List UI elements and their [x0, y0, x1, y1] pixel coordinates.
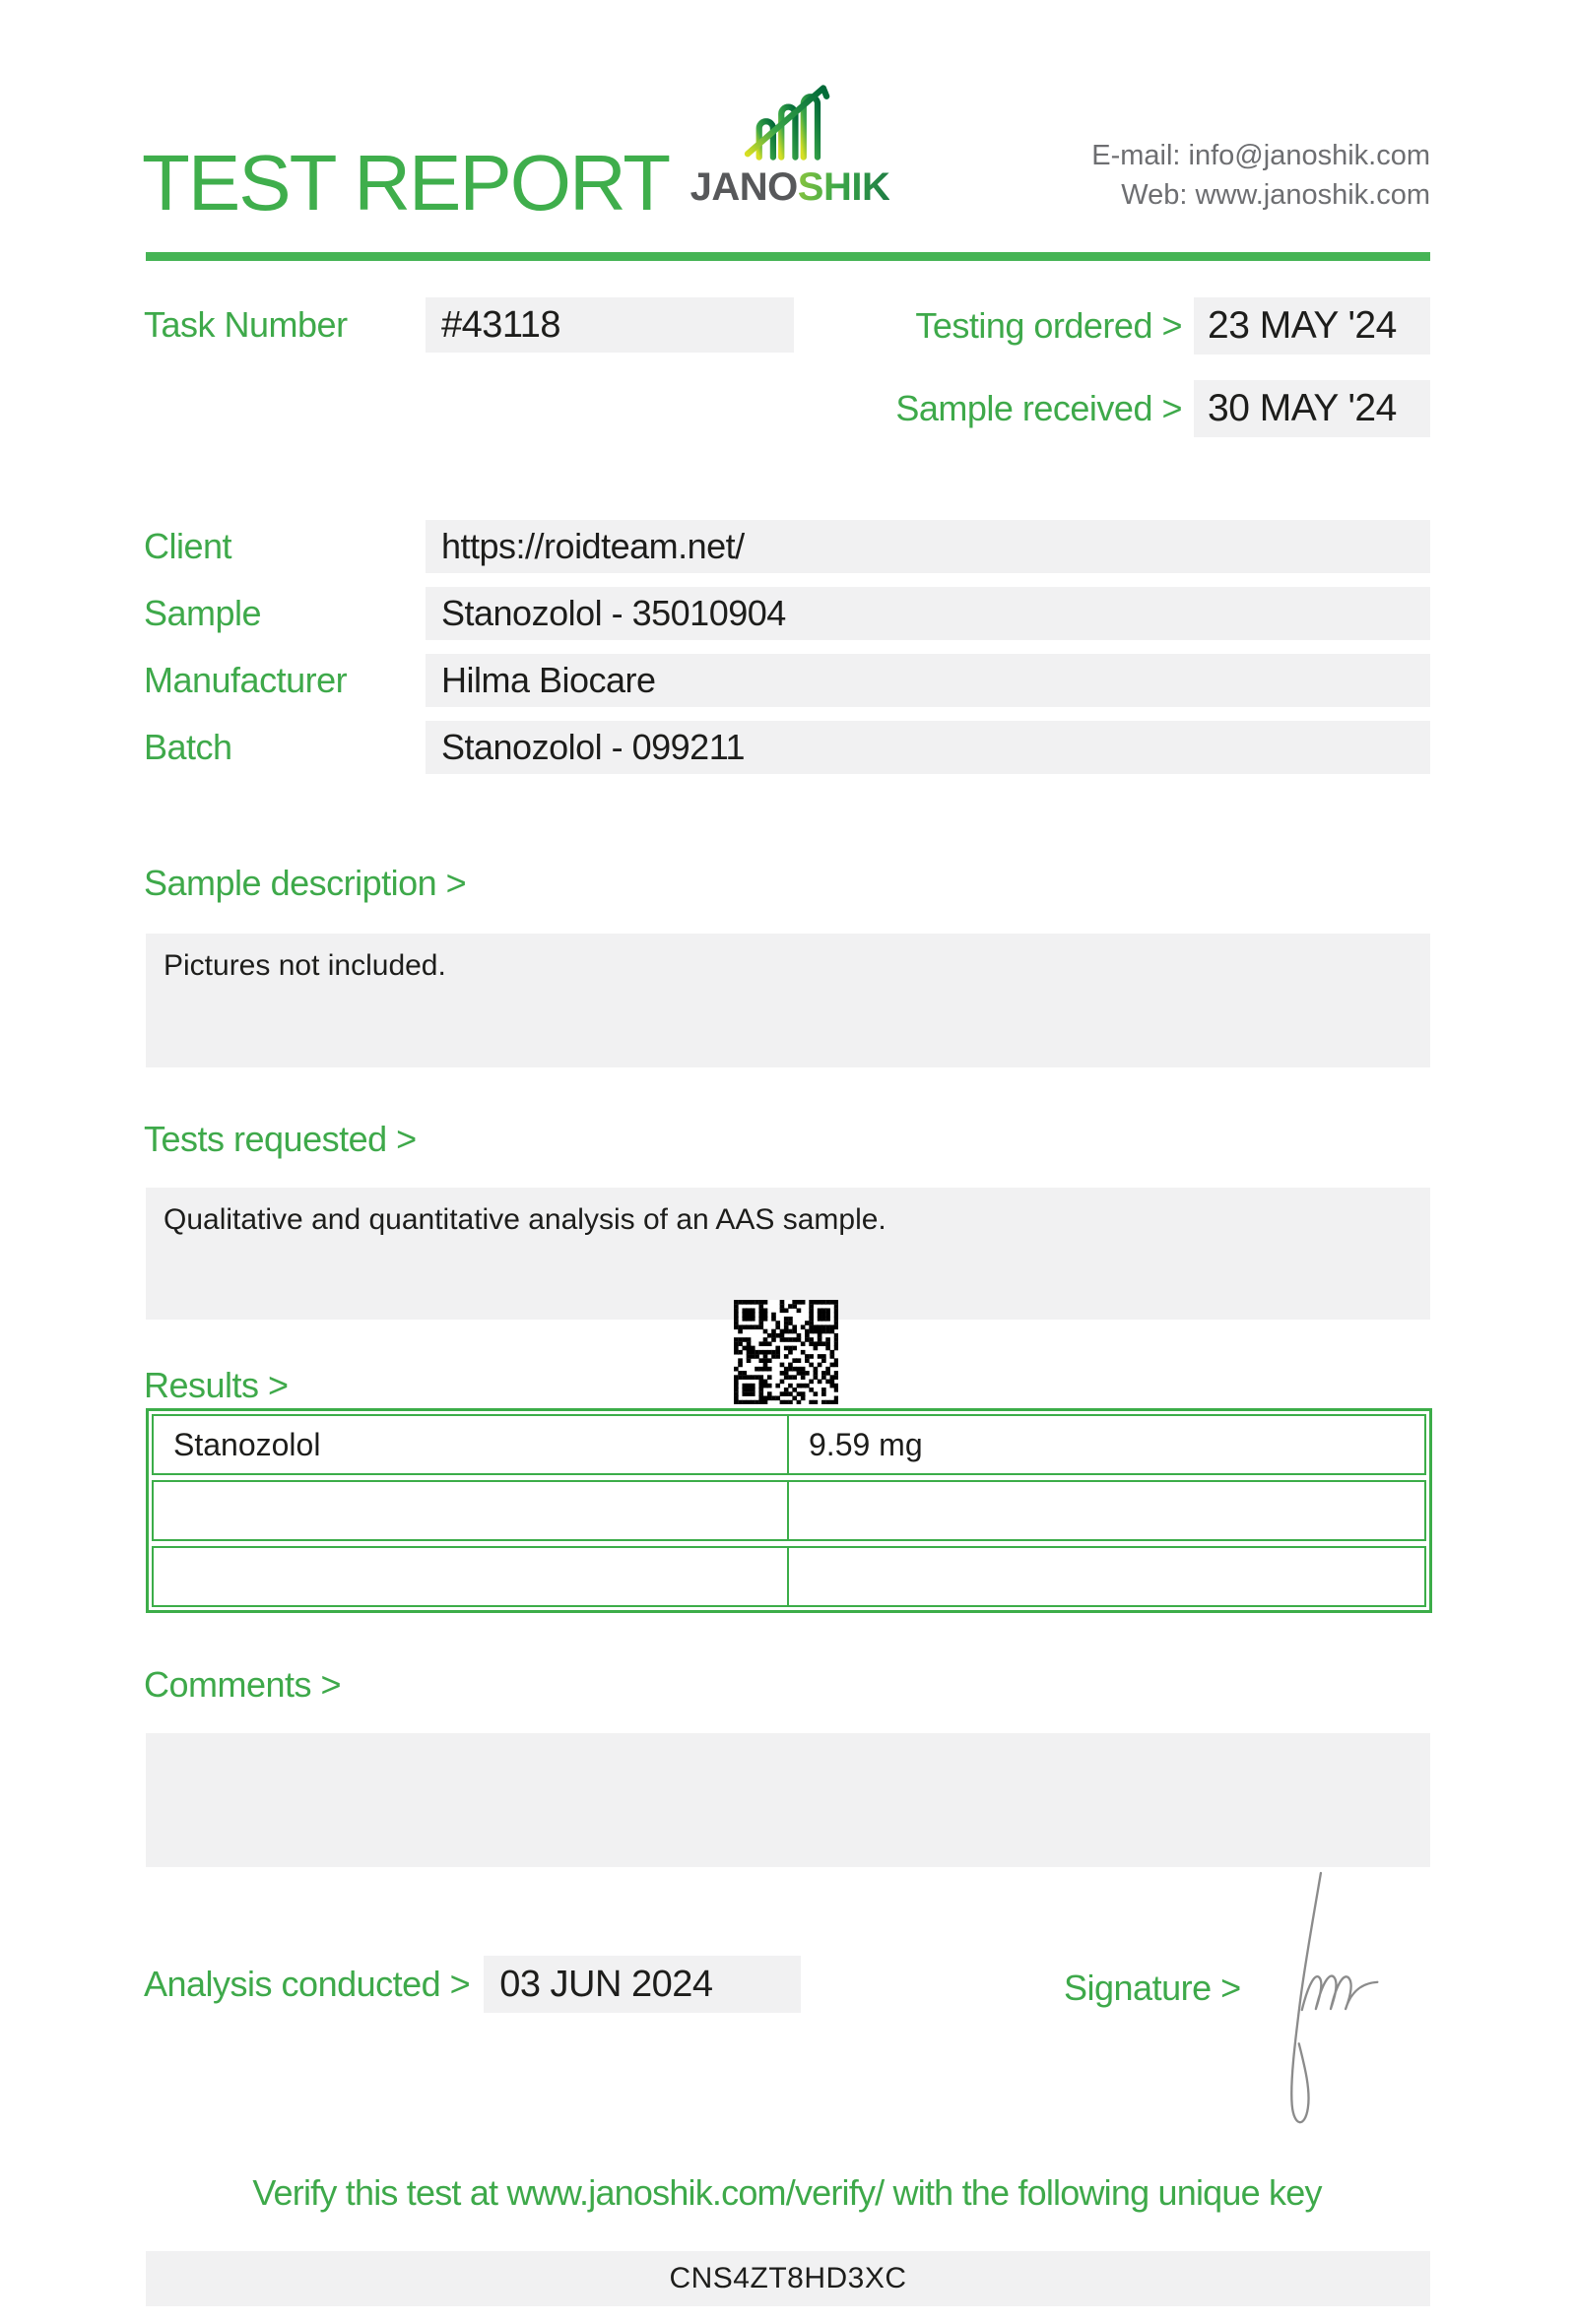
sample-description-box [146, 934, 1430, 1067]
header-divider [146, 252, 1430, 261]
batch-label: Batch [144, 727, 232, 767]
result-amount-cell: 9.59 mg [809, 1426, 923, 1462]
contact-web: Web: www.janoshik.com [1121, 179, 1430, 212]
task-number-box [426, 297, 794, 353]
contact-block [1091, 136, 1430, 215]
client-value: https://roidteam.net/ [441, 526, 745, 566]
tests-requested-text: Qualitative and quantitative analysis of an AAS sample. [164, 1203, 886, 1236]
analysis-date-value: 03 JUN 2024 [499, 1963, 713, 2005]
manufacturer-value: Hilma Biocare [441, 660, 656, 700]
sample-description-text: Pictures not included. [164, 949, 446, 982]
table-row [152, 1480, 1426, 1541]
task-number-row [144, 297, 794, 353]
analysis-date-box [484, 1956, 801, 2013]
qr-code [734, 1300, 838, 1404]
growth-chart-icon [743, 79, 837, 161]
logo-text-gray: JANO [690, 165, 798, 209]
batch-box [426, 721, 1430, 774]
janoshik-logo [683, 79, 897, 207]
logo-text-green: SHIK [797, 165, 890, 209]
testing-ordered-box [1194, 297, 1430, 355]
client-label: Client [144, 526, 232, 566]
result-amount-cell [789, 1548, 1424, 1605]
batch-value: Stanozolol - 099211 [441, 727, 746, 767]
sample-value: Stanozolol - 35010904 [441, 593, 786, 633]
sample-received-box [1194, 380, 1430, 437]
testing-ordered-value: 23 MAY '24 [1208, 304, 1397, 347]
table-row [152, 1546, 1426, 1607]
results-table [146, 1408, 1432, 1613]
sample-description-heading: Sample description > [144, 863, 467, 903]
sample-received-row [875, 380, 1430, 437]
task-number-label: Task Number [144, 304, 348, 345]
verify-key-value: CNS4ZT8HD3XC [669, 2262, 907, 2294]
task-number-value: #43118 [441, 303, 560, 346]
comments-heading: Comments > [144, 1664, 342, 1705]
analysis-conducted-row [144, 1956, 801, 2013]
testing-ordered-row [875, 297, 1430, 355]
sample-row [144, 587, 1430, 640]
results-heading: Results > [144, 1365, 289, 1405]
result-amount-cell [789, 1482, 1424, 1539]
verify-key-box [146, 2251, 1430, 2306]
sample-received-label: Sample received > [895, 388, 1182, 428]
signature-label: Signature > [1064, 1968, 1241, 2008]
result-substance-cell [154, 1482, 789, 1539]
contact-email: E-mail: info@janoshik.com [1091, 140, 1430, 171]
sample-box [426, 587, 1430, 640]
client-row [144, 520, 1430, 573]
batch-row [144, 721, 1430, 774]
table-row [152, 1414, 1426, 1475]
comments-box [146, 1733, 1430, 1867]
testing-ordered-label: Testing ordered > [915, 305, 1182, 346]
page-title: TEST REPORT [142, 139, 670, 226]
verify-instruction: Verify this test at www.janoshik.com/verify/ with the following unique key [252, 2172, 1322, 2213]
analysis-conducted-label: Analysis conducted > [144, 1964, 471, 2004]
client-box [426, 520, 1430, 573]
result-substance-cell: Stanozolol [154, 1416, 789, 1473]
sample-label: Sample [144, 593, 262, 633]
logo-wordmark [683, 167, 897, 207]
manufacturer-box [426, 654, 1430, 707]
manufacturer-row [144, 654, 1430, 707]
tests-requested-heading: Tests requested > [144, 1119, 417, 1159]
manufacturer-label: Manufacturer [144, 660, 348, 700]
result-substance-cell [154, 1548, 789, 1605]
signature-image [1279, 1869, 1387, 2137]
sample-received-value: 30 MAY '24 [1208, 387, 1397, 429]
